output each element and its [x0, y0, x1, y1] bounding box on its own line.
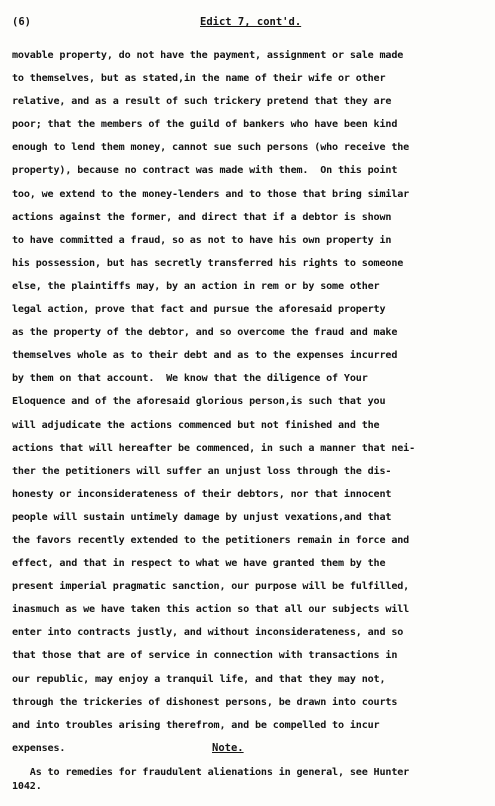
text-line: themselves whole as to their debt and as to the expenses incurred — [12, 350, 398, 362]
text-line: as the property of the debtor, and so overcome the fraud and make — [12, 327, 398, 339]
text-line: poor; that the members of the guild of bankers who have been kind — [12, 119, 398, 131]
text-line: by them on that account. We know that the diligence of Your — [12, 373, 368, 385]
text-line: honesty or inconsiderateness of their debtors, nor that innocent — [12, 488, 392, 500]
text-line: through the trickeries of dishonest persons, be drawn into courts — [12, 696, 398, 708]
notes-text — [12, 766, 490, 794]
text-line: expenses. — [12, 742, 66, 754]
text-line: relative, and as a result of such trickery pretend that they are — [12, 96, 392, 108]
text-line: will adjudicate the actions commenced but not finished and the — [12, 419, 380, 431]
text-line: legal action, prove that fact and pursue the aforesaid property — [12, 304, 386, 316]
text-line: the favors recently extended to the petitioners remain in force and — [12, 534, 410, 546]
running-title: Edict 7, cont'd. — [200, 16, 302, 28]
text-line: ther the petitioners will suffer an unjust loss through the dis- — [12, 465, 392, 477]
text-line: enough to lend them money, cannot sue such persons (who receive the — [12, 142, 410, 154]
text-line: else, the plaintiffs may, by an action in rem or by some other — [12, 280, 380, 292]
note-line: 1042. — [12, 781, 42, 792]
text-line: effect, and that in respect to what we have granted them by the — [12, 558, 386, 570]
text-line: actions against the former, and direct that if a debtor is shown — [12, 211, 392, 223]
text-line: and into troubles arising therefrom, and be compelled to incur — [12, 719, 380, 731]
text-line: property), because no contract was made with them. On this point — [12, 165, 398, 177]
notes-heading-label: Note. — [212, 742, 244, 754]
text-line: movable property, do not have the payment, assignment or sale made — [12, 50, 404, 61]
text-line: Eloquence and of the aforesaid glorious person,is such that you — [12, 396, 386, 408]
text-line: enter into contracts justly, and without inconsiderateness, and so — [12, 627, 404, 639]
text-line: to themselves, but as stated,in the name of their wife or other — [12, 73, 386, 85]
text-line: people will sustain untimely damage by unjust vexations,and that — [12, 511, 392, 523]
text-line: too, we extend to the money-lenders and to those that bring similar — [12, 188, 410, 200]
text-line: to have committed a fraud, so as not to have his own property in — [12, 234, 392, 246]
body-text — [12, 44, 490, 760]
text-line: his possession, but has secretly transferred his rights to someone — [12, 257, 404, 269]
text-line: our republic, may enjoy a tranquil life, and that they may not, — [12, 673, 386, 685]
text-line: present imperial pragmatic sanction, our purpose will be fulfilled, — [12, 581, 410, 593]
text-line: inasmuch as we have taken this action so that all our subjects will — [12, 604, 410, 616]
note-line: As to remedies for fraudulent alienations in general, see Hunter — [12, 767, 410, 778]
text-line: that those that are of service in connection with transactions in — [12, 650, 398, 662]
notes-heading — [0, 742, 495, 754]
page-number: (6) — [12, 16, 31, 28]
text-line: actions that will hereafter be commenced, in such a manner that nei- — [12, 442, 416, 454]
page-header — [12, 16, 483, 34]
